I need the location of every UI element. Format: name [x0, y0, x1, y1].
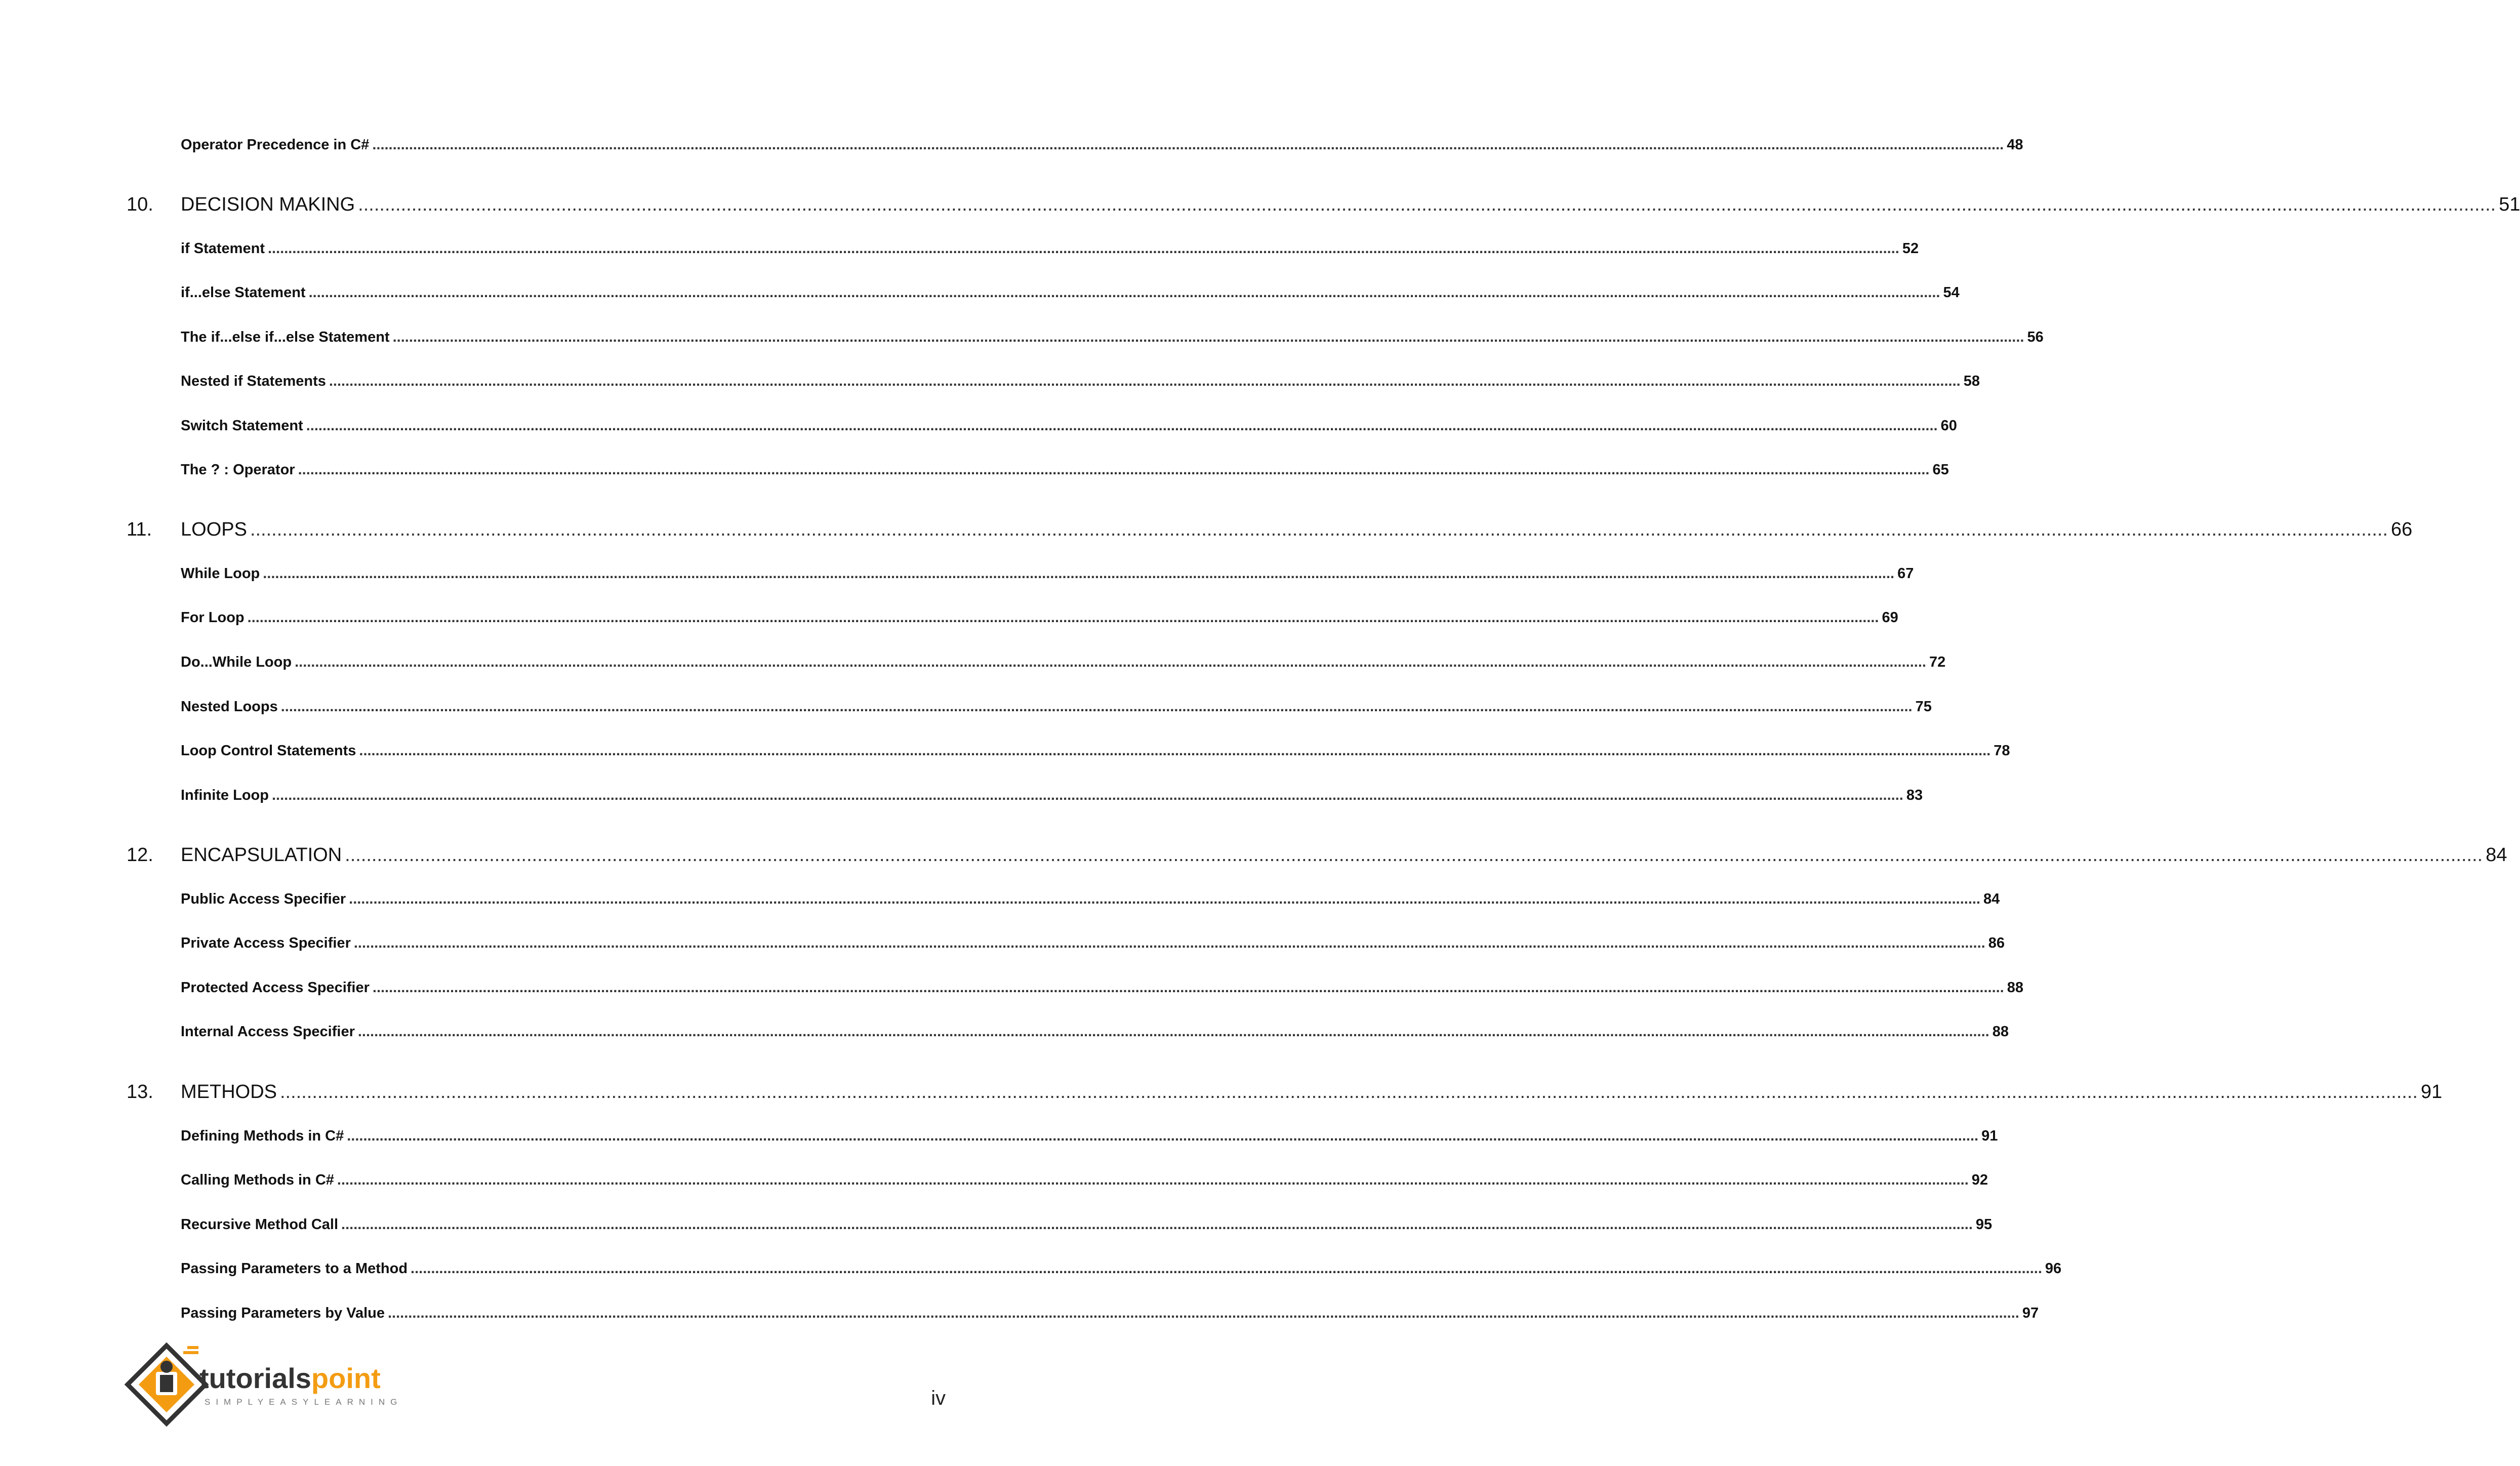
dot-leader: ................................................................................................................................................................................................................................................................................................................................................................................................................	[247, 609, 1879, 626]
section-title: if Statement	[181, 240, 265, 257]
dot-leader: ................................................................................................................................................................................................................................................................................................................................................................................................................	[357, 1024, 1989, 1040]
dot-leader: ................................................................................................................................................................................................................................................................................................................................................................................................................	[388, 1305, 2019, 1321]
page-ref: 54	[1943, 284, 1960, 301]
toc-chapter-row[interactable]	[0, 1081, 2443, 1103]
toc-chapter-row[interactable]	[0, 519, 2413, 541]
toc-section-row[interactable]	[0, 418, 1957, 434]
toc-section-row[interactable]	[0, 373, 1980, 390]
section-title: For Loop	[181, 609, 245, 626]
toc-section-row[interactable]	[0, 1305, 2039, 1322]
section-title: The ? : Operator	[181, 462, 295, 478]
toc-section-row[interactable]	[0, 1172, 1988, 1189]
page-ref: 88	[1992, 1024, 2009, 1040]
toc-section-row[interactable]	[0, 609, 1898, 626]
logo-tagline: SIMPLYEASYLEARNING	[205, 1397, 403, 1407]
section-title: Calling Methods in C#	[181, 1172, 334, 1188]
section-title: Loop Control Statements	[181, 743, 356, 759]
dot-leader: ................................................................................................................................................................................................................................................................................................................................................................................................................	[341, 1216, 1973, 1233]
page-ref: 67	[1897, 565, 1914, 582]
page-ref: 95	[1975, 1216, 1993, 1233]
dot-leader: ................................................................................................................................................................................................................................................................................................................................................................................................................	[280, 699, 1913, 715]
page-ref: 66	[2391, 519, 2413, 540]
chapter-number: 11.	[127, 519, 152, 540]
toc-section-row[interactable]	[0, 654, 1946, 671]
dot-leader: ................................................................................................................................................................................................................................................................................................................................................................................................................	[359, 743, 1991, 759]
page-ref: 51	[2499, 194, 2520, 215]
toc-chapter-row[interactable]	[0, 194, 2520, 216]
logo-emblem-icon	[128, 1346, 206, 1423]
section-title: Recursive Method Call	[181, 1216, 339, 1233]
page-ref: 72	[1929, 654, 1946, 670]
dot-leader: ................................................................................................................................................................................................................................................................................................................................................................................................................	[298, 462, 1930, 478]
toc-section-row[interactable]	[0, 565, 1914, 582]
dot-leader: ................................................................................................................................................................................................................................................................................................................................................................................................................	[267, 240, 1899, 257]
section-title: Passing Parameters to a Method	[181, 1260, 408, 1277]
dot-leader: ................................................................................................................................................................................................................................................................................................................................................................................................................	[271, 787, 1903, 803]
logo-text-accent: point	[311, 1362, 381, 1394]
toc-section-row[interactable]	[0, 137, 2023, 153]
page-ref: 86	[1988, 935, 2005, 951]
page-ref: 52	[1902, 240, 1919, 257]
section-title: Operator Precedence in C#	[181, 137, 370, 153]
page-ref: 97	[2022, 1305, 2039, 1321]
section-title: Defining Methods in C#	[181, 1128, 344, 1144]
page-ref: 58	[1963, 373, 1980, 389]
toc-section-row[interactable]	[0, 980, 2024, 996]
section-title: Switch Statement	[181, 418, 303, 434]
toc-section-row[interactable]	[0, 891, 2000, 908]
dot-leader: ................................................................................................................................................................................................................................................................................................................................................................................................................	[295, 654, 1926, 670]
page-ref: 65	[1932, 462, 1949, 478]
dot-leader: ................................................................................................................................................................................................................................................................................................................................................................................................................	[353, 935, 1985, 951]
dot-leader: ................................................................................................................................................................................................................................................................................................................................................................................................................	[358, 194, 2496, 215]
dot-leader: ................................................................................................................................................................................................................................................................................................................................................................................................................	[347, 1128, 1979, 1144]
chapter-title: LOOPS	[181, 519, 247, 540]
dot-leader: ................................................................................................................................................................................................................................................................................................................................................................................................................	[372, 137, 2004, 153]
section-title: Nested if Statements	[181, 373, 326, 389]
dot-leader: ................................................................................................................................................................................................................................................................................................................................................................................................................	[263, 565, 1895, 582]
page-ref: 92	[1971, 1172, 1988, 1188]
chapter-number: 12.	[127, 844, 153, 866]
section-title: While Loop	[181, 565, 260, 582]
dot-leader: ................................................................................................................................................................................................................................................................................................................................................................................................................	[345, 844, 2483, 866]
toc-section-row[interactable]	[0, 329, 2044, 346]
dot-leader: ................................................................................................................................................................................................................................................................................................................................................................................................................	[349, 891, 1980, 907]
chapter-title: METHODS	[181, 1081, 277, 1103]
toc-section-row[interactable]	[0, 1260, 2062, 1277]
section-title: Do...While Loop	[181, 654, 292, 670]
toc-section-row[interactable]	[0, 787, 1923, 804]
section-title: Infinite Loop	[181, 787, 269, 803]
dot-leader: ................................................................................................................................................................................................................................................................................................................................................................................................................	[306, 418, 1938, 434]
section-title: Public Access Specifier	[181, 891, 346, 907]
page-ref: 69	[1882, 609, 1898, 626]
section-title: Nested Loops	[181, 699, 278, 715]
page-ref: 84	[1983, 891, 2000, 907]
toc-section-row[interactable]	[0, 240, 1919, 257]
chapter-title: DECISION MAKING	[181, 194, 355, 215]
page-ref: 91	[2421, 1081, 2443, 1103]
dot-leader: ................................................................................................................................................................................................................................................................................................................................................................................................................	[280, 1081, 2418, 1103]
chapter-number: 10.	[127, 194, 153, 215]
chapter-title: ENCAPSULATION	[181, 844, 342, 866]
page-number: iv	[931, 1387, 946, 1409]
logo-text-primary: tutorials	[199, 1362, 311, 1394]
toc-section-row[interactable]	[0, 1128, 1998, 1145]
toc-section-row[interactable]	[0, 1216, 1993, 1233]
page-ref: 88	[2007, 980, 2024, 996]
toc-chapter-row[interactable]	[0, 844, 2507, 866]
dot-leader: ................................................................................................................................................................................................................................................................................................................................................................................................................	[372, 980, 2004, 996]
dot-leader: ................................................................................................................................................................................................................................................................................................................................................................................................................	[411, 1260, 2042, 1277]
page-ref: 78	[1994, 743, 2010, 759]
section-title: The if...else if...else Statement	[181, 329, 390, 345]
section-title: Passing Parameters by Value	[181, 1305, 385, 1321]
page-ref: 83	[1906, 787, 1923, 803]
page-ref: 48	[2007, 137, 2023, 153]
toc-section-row[interactable]	[0, 462, 1949, 478]
page-ref: 75	[1915, 699, 1932, 715]
toc-section-row[interactable]	[0, 935, 2005, 952]
section-title: Internal Access Specifier	[181, 1024, 355, 1040]
dot-leader: ................................................................................................................................................................................................................................................................................................................................................................................................................	[329, 373, 1961, 389]
page-ref: 84	[2486, 844, 2507, 866]
page-ref: 56	[2027, 329, 2044, 345]
dot-leader: ................................................................................................................................................................................................................................................................................................................................................................................................................	[308, 284, 1940, 301]
dot-leader: ................................................................................................................................................................................................................................................................................................................................................................................................................	[392, 329, 2024, 345]
section-title: Protected Access Specifier	[181, 980, 370, 996]
svg-text:tutorialspoint	[199, 1362, 381, 1394]
toc-section-row[interactable]	[0, 699, 1932, 715]
page-ref: 91	[1981, 1128, 1998, 1144]
toc-section-row[interactable]	[0, 743, 2010, 759]
section-title: Private Access Specifier	[181, 935, 351, 951]
toc-section-row[interactable]	[0, 1024, 2009, 1040]
page-ref: 96	[2045, 1260, 2062, 1277]
dot-leader: ................................................................................................................................................................................................................................................................................................................................................................................................................	[250, 519, 2388, 540]
chapter-number: 13.	[127, 1081, 153, 1103]
tutorialspoint-logo	[124, 1341, 417, 1428]
toc-section-row[interactable]	[0, 284, 1960, 301]
dot-leader: ................................................................................................................................................................................................................................................................................................................................................................................................................	[337, 1172, 1969, 1188]
section-title: if...else Statement	[181, 284, 306, 301]
page-ref: 60	[1940, 418, 1957, 434]
